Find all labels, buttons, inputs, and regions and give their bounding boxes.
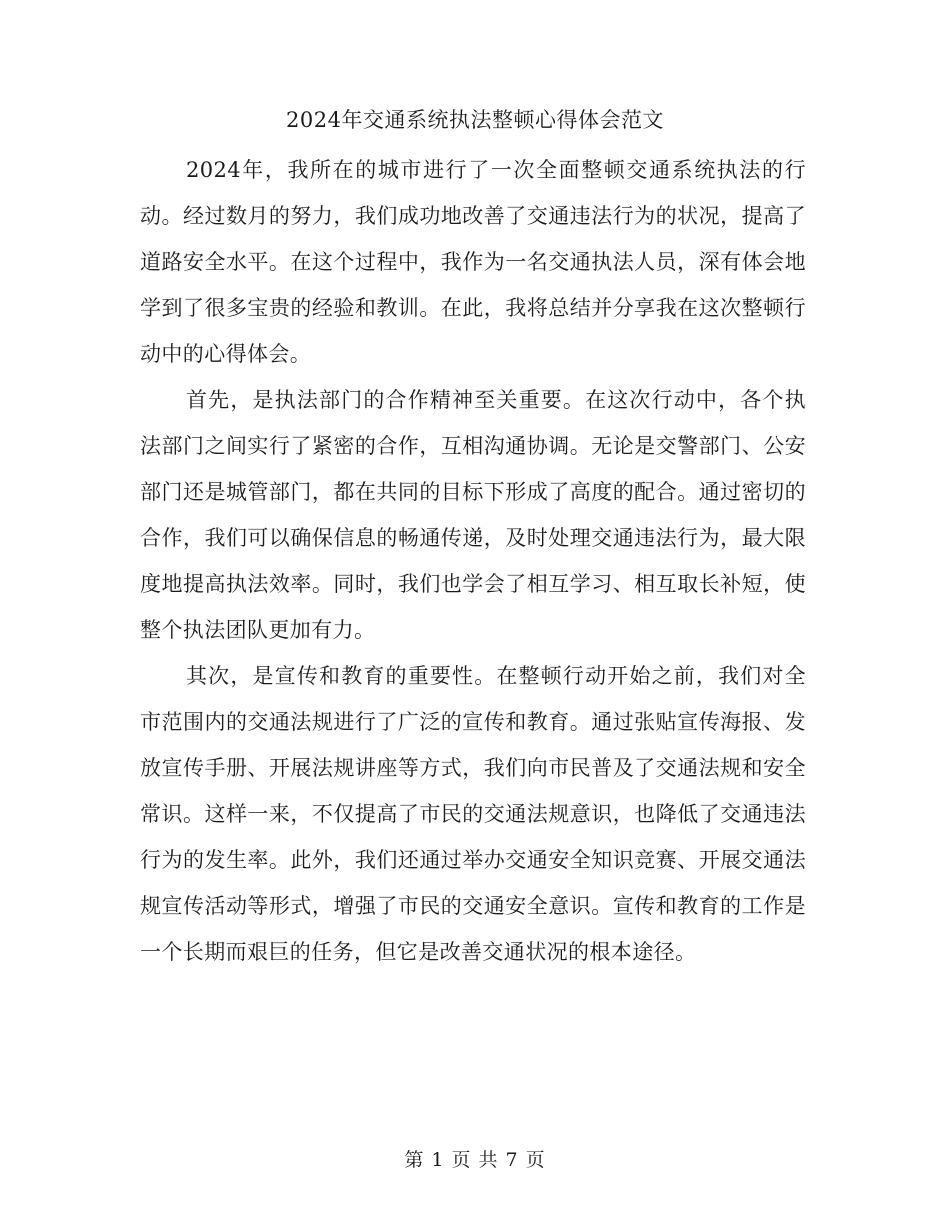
paragraph-education: 其次，是宣传和教育的重要性。在整顿行动开始之前，我们对全市范围内的交通法规进行了广泛的宣传和教育。通过张贴宣传海报、发放宣传手册、开展法规讲座等方式，我们向市民普及了交通法规和安全常识。这样一来，不仅提高了市民的交通法规意识，也降低了交通违法行为的发生率。此外，我们还通过举办交通安全知识竞赛、开展交通法规宣传活动等形式，增强了市民的交通安全意识。宣传和教育的工作是一个长期而艰巨的任务，但它是改善交通状况的根本途径。 xyxy=(140,664,806,964)
paragraph-intro: 2024年，我所在的城市进行了一次全面整顿交通系统执法的行动。经过数月的努力，我们成功地改善了交通违法行为的状况，提高了道路安全水平。在这个过程中，我作为一名交通执法人员，深有体会地学到了很多宝贵的经验和教训。在此，我将总结并分享我在这次整顿行动中的心得体会。 xyxy=(140,158,806,366)
paragraph-cooperation: 首先，是执法部门的合作精神至关重要。在这次行动中，各个执法部门之间实行了紧密的合作，互相沟通协调。无论是交警部门、公安部门还是城管部门，都在共同的目标下形成了高度的配合。通过密切的合作，我们可以确保信息的畅通传递，及时处理交通违法行为，最大限度地提高执法效率。同时，我们也学会了相互学习、相互取长补短，使整个执法团队更加有力。 xyxy=(140,388,806,642)
page-number-footer: 第 1 页 共 7 页 xyxy=(404,1149,546,1171)
document-body xyxy=(140,147,806,975)
document-title: 2024年交通系统执法整顿心得体会范文 xyxy=(286,108,664,132)
